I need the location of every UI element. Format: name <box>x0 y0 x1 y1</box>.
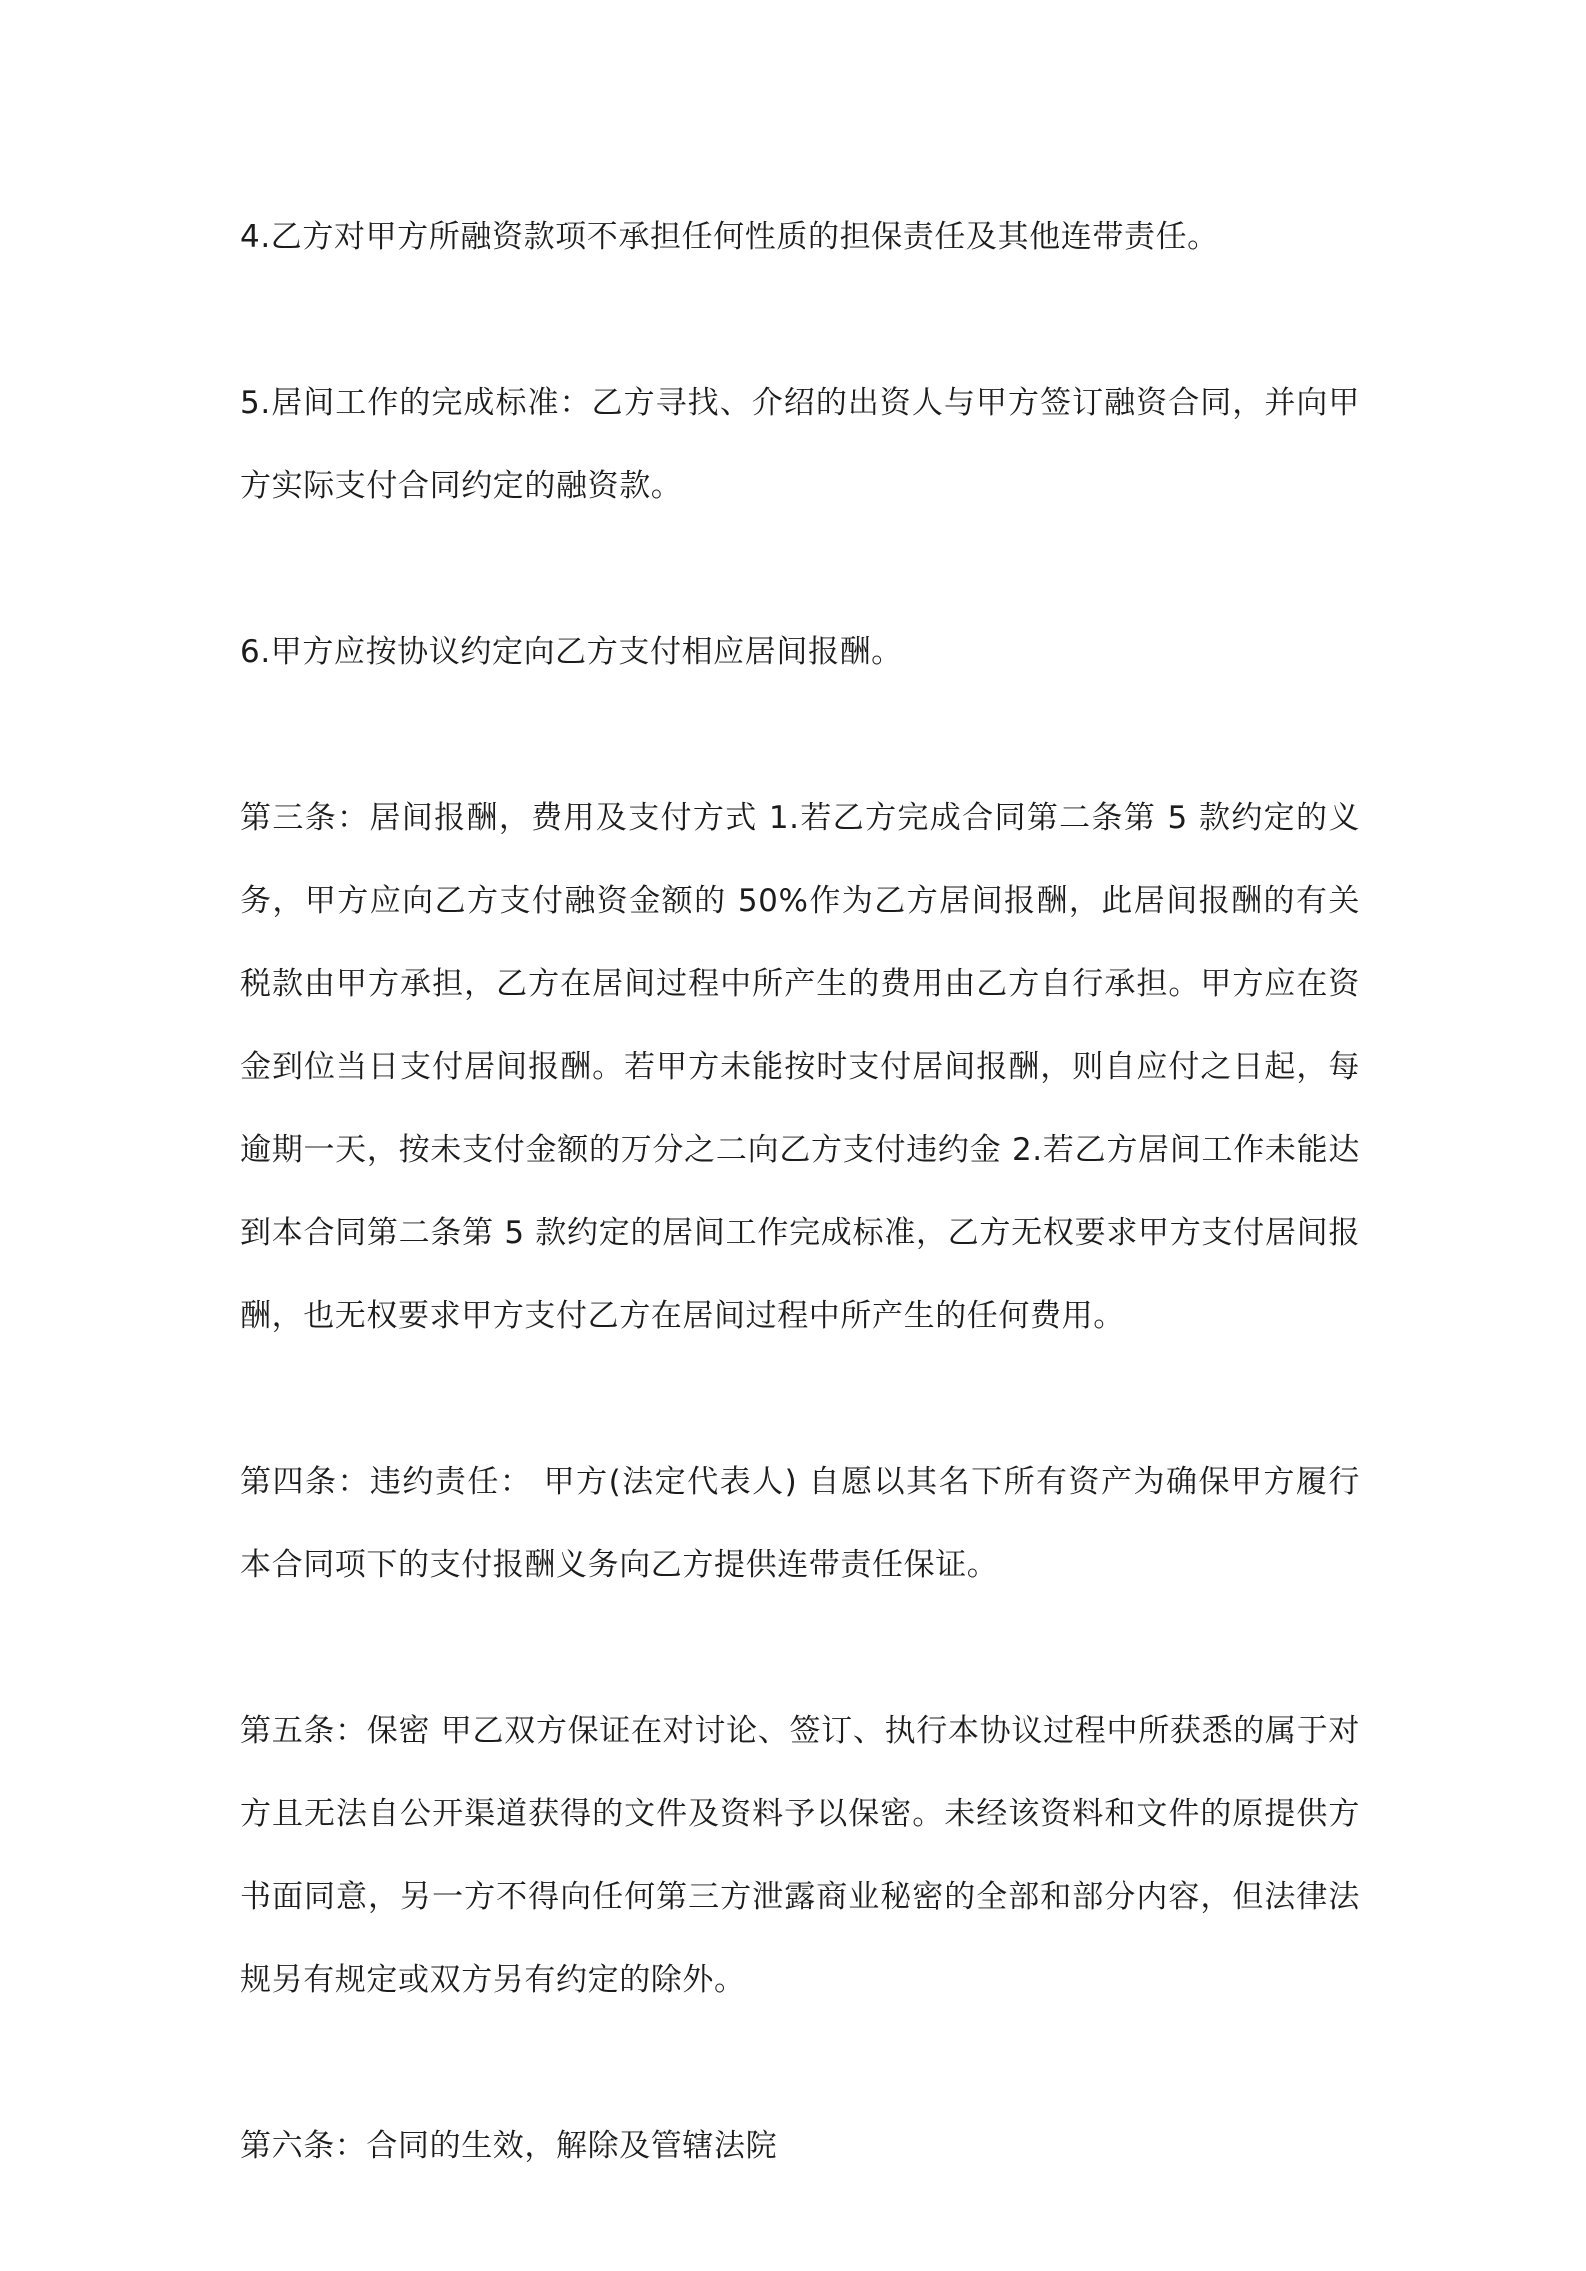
clause-3-remuneration: 第三条：居间报酬，费用及支付方式 1.若乙方完成合同第二条第 5 款约定的义务，甲方应向乙方支付融资金额的 50%作为乙方居间报酬，此居间报酬的有关税款由甲方承担，乙方在居间过程中所产生的费用由乙方自行承担。甲方应在资金到位当日支付居间报酬。若甲方未能按时支付居间报酬，则自应付之日起，每逾期一天，按未支付金额的万分之二向乙方支付违约金 2.若乙方居间工作未能达到本合同第二条第 5 款约定的居间工作完成标准，乙方无权要求甲方支付居间报酬，也无权要求甲方支付乙方在居间过程中所产生的任何费用。 <box>240 800 1360 1334</box>
clause-6-heading: 第六条：合同的生效，解除及管辖法院 <box>240 2128 778 2164</box>
clause-2-item-4: 4.乙方对甲方所融资款项不承担任何性质的担保责任及其他连带责任。 <box>240 219 1219 255</box>
clause-2-item-5: 5.居间工作的完成标准：乙方寻找、介绍的出资人与甲方签订融资合同，并向甲方实际支付合同约定的融资款。 <box>240 385 1360 504</box>
clause-5-confidentiality: 第五条：保密 甲乙双方保证在对讨论、签订、执行本协议过程中所获悉的属于对方且无法自公开渠道获得的文件及资料予以保密。未经该资料和文件的原提供方书面同意，另一方不得向任何第三方泄露商业秘密的全部和部分内容，但法律法规另有规定或双方另有约定的除外。 <box>240 1713 1360 1998</box>
clause-4-liability: 第四条：违约责任： 甲方(法定代表人) 自愿以其名下所有资产为确保甲方履行本合同项下的支付报酬义务向乙方提供连带责任保证。 <box>240 1464 1360 1583</box>
clause-2-item-6: 6.甲方应按协议约定向乙方支付相应居间报酬。 <box>240 634 903 670</box>
document-body <box>240 196 1360 2271</box>
